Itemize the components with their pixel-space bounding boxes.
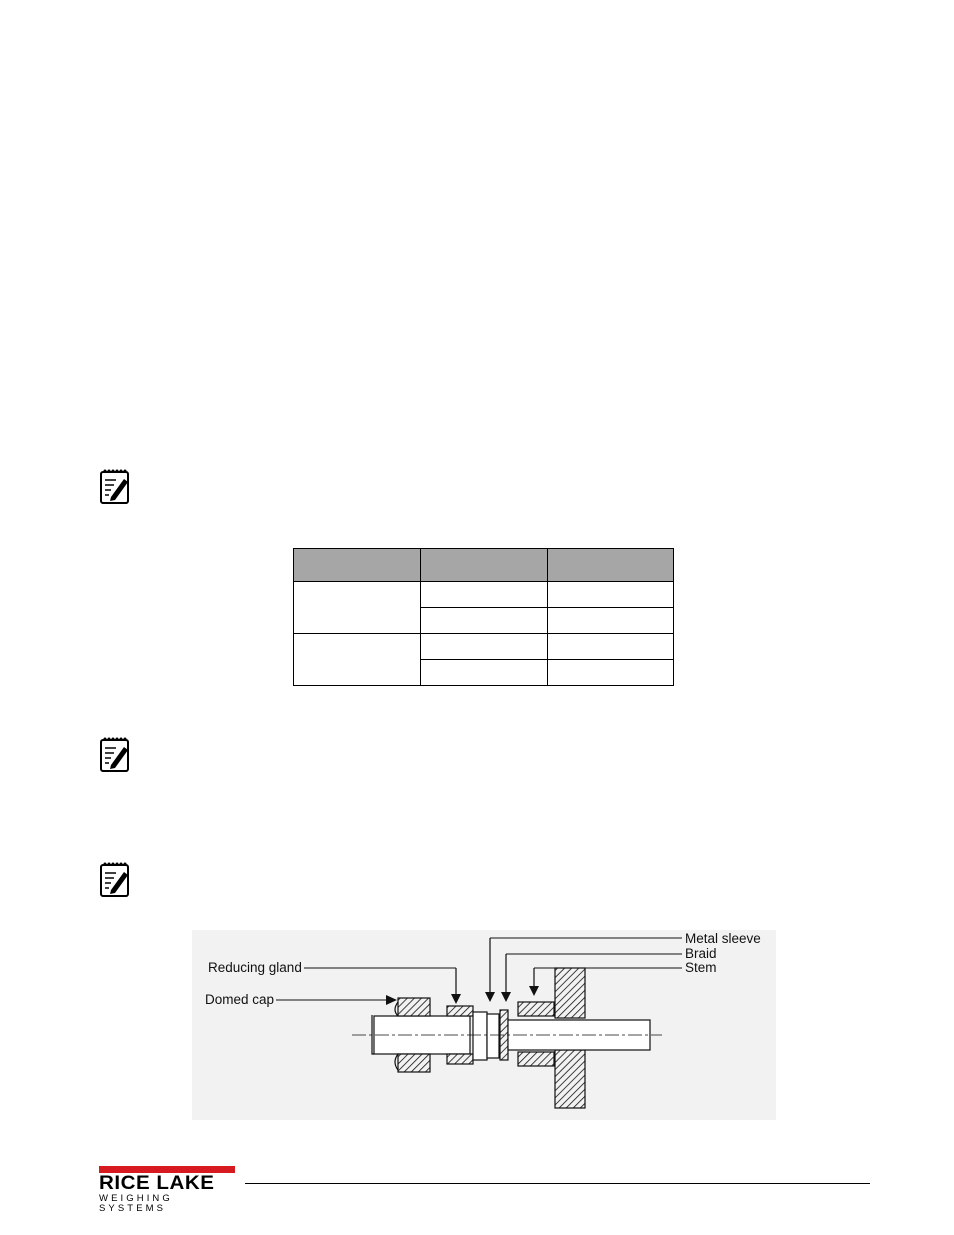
table-header-cell (547, 549, 673, 582)
logo-wordmark: RICE LAKE (99, 1173, 215, 1194)
table-header-cell (421, 549, 547, 582)
table-header-row (294, 549, 674, 582)
table-cell (294, 634, 421, 686)
note-pad-icon (99, 860, 131, 898)
label-stem: Stem (685, 960, 717, 975)
label-domed-cap: Domed cap (205, 992, 275, 1007)
table-header-cell (294, 549, 421, 582)
note-icon-1 (99, 467, 131, 505)
note-icon-2 (99, 735, 131, 773)
footer-divider (245, 1183, 870, 1184)
table-cell (421, 634, 547, 660)
logo-red-bar (99, 1166, 235, 1173)
note-icon-3 (99, 860, 131, 898)
table-cell (294, 582, 421, 634)
table-cell (547, 634, 673, 660)
table-cell (421, 608, 547, 634)
label-braid: Braid (685, 946, 717, 961)
label-reducing-gland: Reducing gland (208, 960, 302, 975)
note-pad-icon (99, 467, 131, 505)
table-cell (547, 660, 673, 686)
label-metal-sleeve: Metal sleeve (685, 931, 761, 946)
spec-table (293, 548, 674, 686)
table-cell (547, 582, 673, 608)
note-pad-icon (99, 735, 131, 773)
cable-gland-figure (192, 930, 776, 1120)
table-cell (547, 608, 673, 634)
table-cell (421, 582, 547, 608)
table-row (294, 582, 674, 608)
logo-tagline: WEIGHING SYSTEMS (99, 1193, 173, 1214)
rice-lake-logo (99, 1166, 235, 1214)
table-cell (421, 660, 547, 686)
table-row (294, 634, 674, 660)
